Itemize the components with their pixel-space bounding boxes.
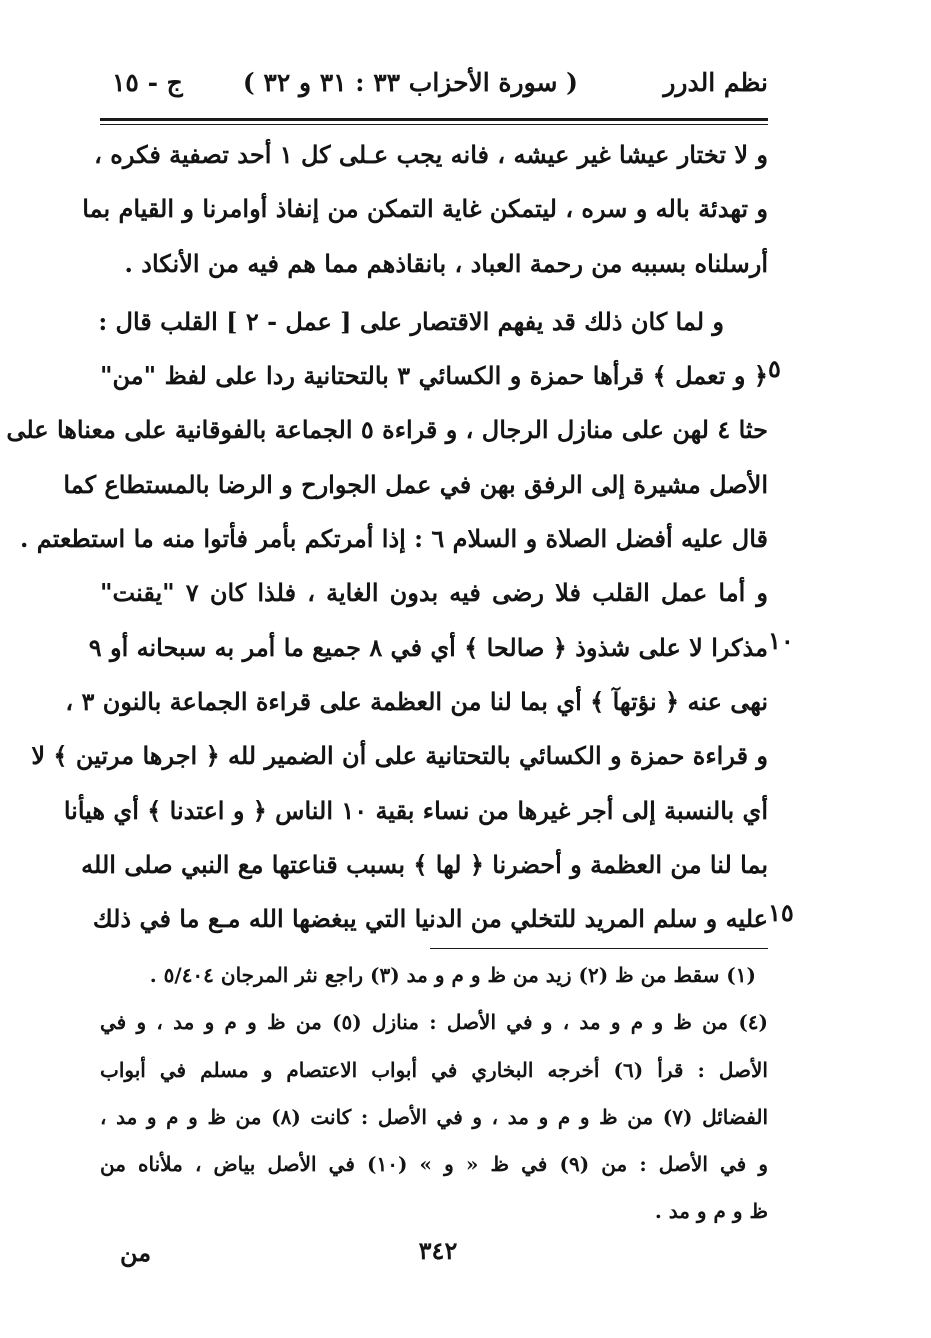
footnote-line: ظ و م و مد .: [654, 1199, 768, 1224]
text-line: أي بالنسبة إلى أجر غيرها من نساء بقية ١٠ الناس ﴿ و اعتدنا ﴾ أي هيأنا: [63, 795, 768, 825]
text-line: أرسلناه بسببه من رحمة العباد ، بانقاذهم مما هم فيه من الأنكاد .: [124, 248, 768, 278]
text-line: و لا تختار عيشا غير عيشه ، فانه يجب عـلى كل ١ أحد تصفية فكره ،: [94, 140, 768, 169]
line-number-10: ١٠: [768, 626, 794, 655]
running-header: [100, 62, 768, 112]
text-line: بما لنا من العظمة و أحضرنا ﴿ لها ﴾ بسبب قناعتها مع النبي صلى الله: [81, 849, 768, 879]
text-line: و أما عمل القلب فلا رضى فيه بدون الغاية ، فلذا كان ٧ "يقنت": [100, 578, 768, 608]
line-number-15: ١٥: [768, 898, 794, 927]
footnote-line: الفضائل (٧) من ظ و م و مد ، و في الأصل : كانت (٨) من ظ و م و مد ،: [100, 1104, 768, 1129]
page-number: ٣٤٢: [418, 1236, 458, 1265]
surah-reference: ( سورة الأحزاب ٣٣ : ٣١ و ٣٢ ): [242, 68, 578, 97]
header-rule-thin: [100, 124, 768, 125]
text-line: و تهدئة باله و سره ، ليتمكن غاية التمكن من إنفاذ أوامرنا و القيام بما: [82, 194, 768, 224]
footnote-line: (٤) من ظ و م و مد ، و في الأصل : منازل (٥) من ظ و م و مد ، و في: [100, 1010, 768, 1035]
volume-number: ج - ١٥: [112, 68, 183, 97]
header-rule: [100, 118, 768, 121]
text-line: مذكرا لا على شذوذ ﴿ صالحا ﴾ أي في ٨ جميع ما أمر به سبحانه أو ٩: [88, 632, 768, 662]
book-title: نظم الدرر: [663, 68, 768, 97]
text-line: عليه و سلم المريد للتخلي من الدنيا التي يبغضها الله مـع ما في ذلك: [92, 904, 768, 934]
text-line: الأصل مشيرة إلى الرفق بهن في عمل الجوارح و الرضا بالمستطاع كما: [63, 469, 768, 499]
footnote-line: (١) سقط من ظ (٢) زيد من ظ و م و مد (٣) راجع نثر المرجان ٥/٤٠٤ .: [149, 963, 756, 987]
text-line: ﴿ و تعمل ﴾ قرأها حمزة و الكسائي ٣ بالتحتانية ردا على لفظ "من": [100, 361, 768, 391]
footnotes: [100, 952, 768, 1236]
main-text: [6, 128, 768, 946]
footnote-separator: [430, 948, 768, 949]
text-line: و قراءة حمزة و الكسائي بالتحتانية على أن الضمير لله ﴿ اجرها مرتين ﴾ لا: [31, 741, 768, 771]
text-line: و لما كان ذلك قد يفهم الاقتصار على [ عمل - ٢ ] القلب قال :: [98, 306, 724, 336]
text-line: قال عليه أفضل الصلاة و السلام ٦ : إذا أمرتكم بأمر فأتوا منه ما استطعتم .: [20, 524, 768, 554]
footnote-line: الأصل : قرأ (٦) أخرجه البخاري في أبواب الاعتصام و مسلم في أبواب: [100, 1057, 768, 1082]
text-line: نهى عنه ﴿ نؤتهآ ﴾ أي بما لنا من العظمة على قراءة الجماعة بالنون ٣ ،: [65, 686, 768, 716]
line-number-5: ٥: [768, 354, 781, 383]
text-line: حثا ٤ لهن على منازل الرجال ، و قراءة ٥ الجماعة بالفوقانية على معناها على: [6, 415, 768, 445]
catchword: من: [120, 1238, 152, 1267]
footnote-line: و في الأصل : من (٩) في ظ « و » (١٠) في الأصل بياض ، ملأناه من: [100, 1152, 769, 1177]
